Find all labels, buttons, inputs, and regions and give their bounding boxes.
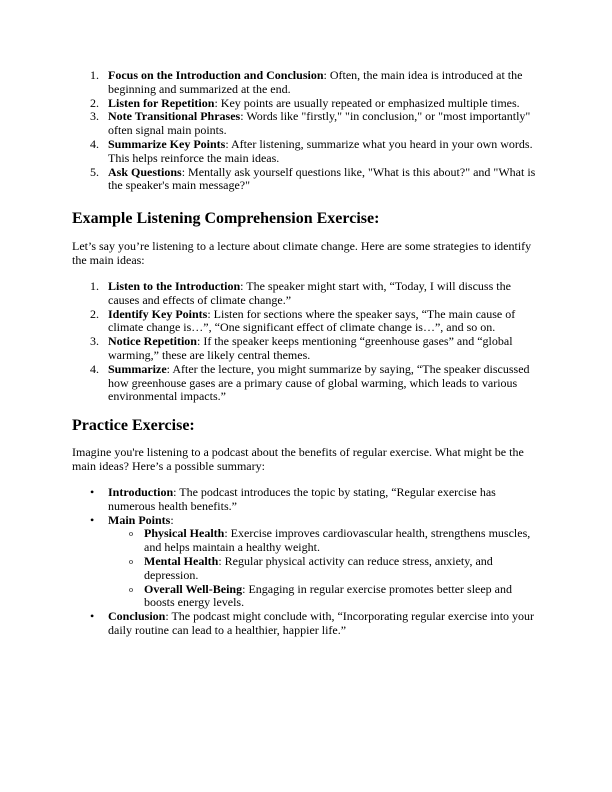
tips-list-section [72, 69, 542, 193]
example-intro-block [72, 240, 542, 268]
paragraph: Let’s say you’re listening to a lecture about climate change. Here are some strategies to identify the main ideas: [72, 239, 532, 267]
example-list [72, 280, 542, 404]
section-heading: Practice Exercise: [72, 417, 195, 434]
list-item: 4. Summarize: After the lecture, you might summarize by saying, “The speaker discussed how greenhouse gases are a primary cause of global warming, which leads to various environmental impacts.” [90, 361, 530, 404]
sub-list-item: o Overall Well-Being: Engaging in regular exercise promotes better sleep and boosts energy levels. [129, 581, 513, 610]
sub-list-item: o Physical Health: Exercise improves cardiovascular health, strengthens muscles, and helps maintain a healthy weight. [129, 526, 531, 555]
list-item: • Main Points: [90, 512, 174, 527]
example-heading-block [72, 210, 542, 228]
section-heading: Example Listening Comprehension Exercise: [72, 210, 380, 227]
list-item: 5. Ask Questions: Mentally ask yourself questions like, "What is this about?" and "What is the speaker's main message?" [90, 164, 536, 193]
list-item: • Introduction: The podcast introduces the topic by stating, “Regular exercise has numerous health benefits.” [90, 485, 496, 513]
paragraph: Imagine you're listening to a podcast about the benefits of regular exercise. What might be the main ideas? Here’s a possible summary: [72, 445, 524, 473]
list-item: • Conclusion: The podcast might conclude with, “Incorporating regular exercise into your daily routine can lead to a healthier, happier life.” [90, 609, 535, 637]
tips-list [72, 69, 542, 193]
practice-heading-block [72, 417, 542, 435]
list-item: 4. Summarize Key Points: After listening, summarize what you heard in your own words. This helps reinforce the main ideas. [90, 136, 533, 165]
list-item: 1. Focus on the Introduction and Conclusion: Often, the main idea is introduced at the beginning and summarized at the end. [90, 68, 523, 96]
list-item: 2. Identify Key Points: Listen for sections where the speaker says, “The main cause of climate change is…”, “One significant effect of climate change is…”, and so on. [90, 306, 516, 335]
practice-list [72, 486, 542, 638]
example-list-section [72, 280, 542, 404]
list-item: 3. Note Transitional Phrases: Words like "firstly," "in conclusion," or "most importantly" often signal main points. [90, 109, 531, 138]
sub-list-item: o Mental Health: Regular physical activity can reduce stress, anxiety, and depression. [129, 553, 493, 582]
practice-list-section [72, 486, 542, 638]
list-item: 1. Listen to the Introduction: The speaker might start with, “Today, I will discuss the causes and effects of climate change.” [90, 279, 511, 307]
practice-intro-block [72, 446, 542, 474]
list-item: 3. Notice Repetition: If the speaker keeps mentioning “greenhouse gases” and “global warming,” these are likely central themes. [90, 334, 513, 362]
list-item: 2. Listen for Repetition: Key points are usually repeated or emphasized multiple times. [90, 95, 520, 110]
